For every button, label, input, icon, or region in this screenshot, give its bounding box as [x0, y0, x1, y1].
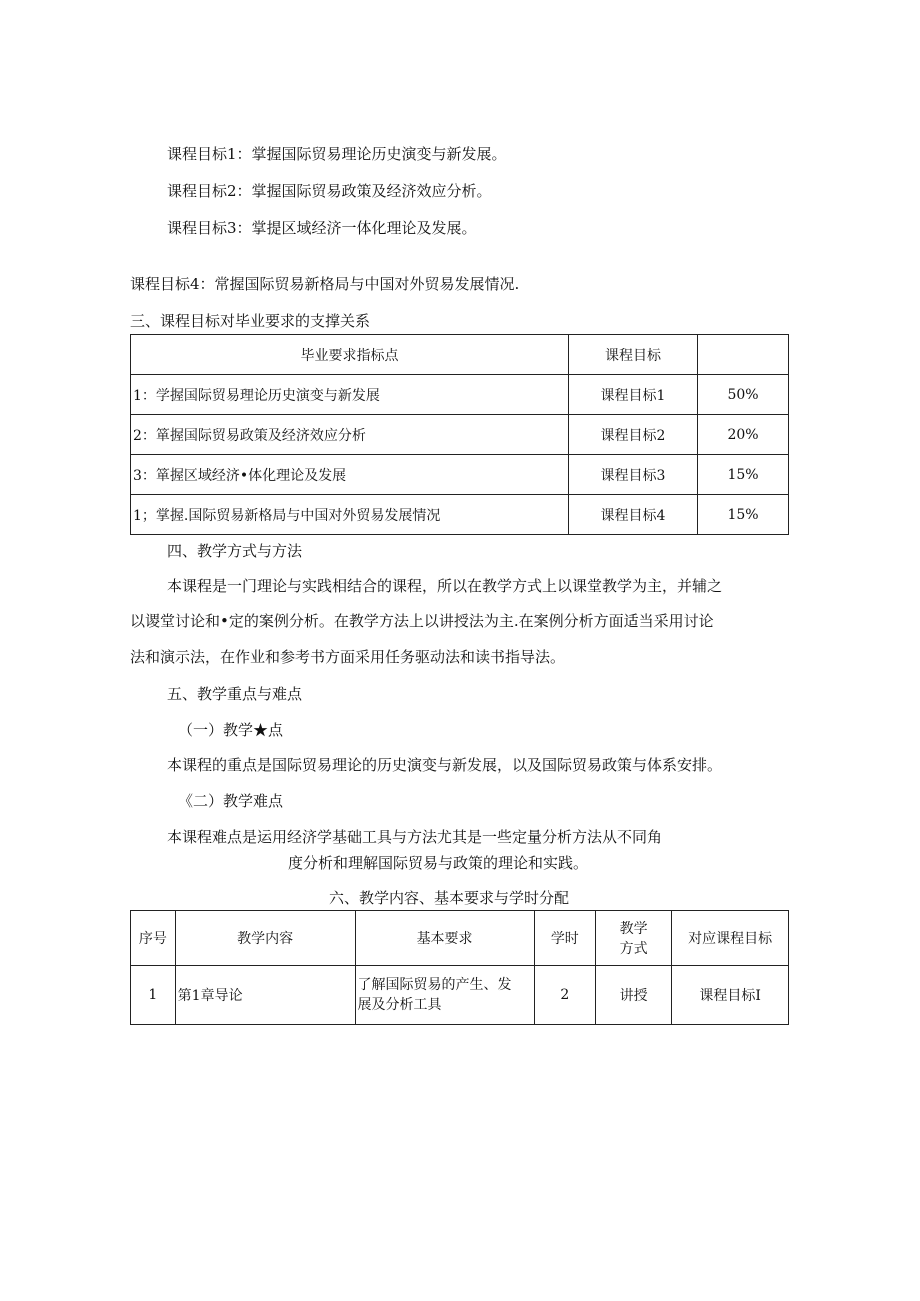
row-goal: 课程目标2: [569, 415, 698, 455]
content-table: [130, 910, 789, 1025]
table-row: [131, 455, 789, 495]
header-weight: [698, 335, 789, 375]
section3-title: 三、课程目标对毕业要求的支撑关系: [130, 312, 371, 330]
section5-sub1: （一）教学★点: [178, 721, 284, 739]
header-point: 毕业要求指标点: [131, 335, 569, 375]
row-weight: 15%: [698, 455, 789, 495]
goal-1: 课程目标1：掌握国际贸易理论历史演变与新发展。: [167, 145, 507, 163]
row-requirement-line-1: 了解国际贸易的产生、发: [357, 977, 512, 993]
row-point: 3：箪握区域经济•体化理论及发展: [131, 455, 569, 495]
row-point: 1；掌握.国际贸易新格局与中国对外贸易发展情况: [131, 495, 569, 535]
header-requirement: 基本要求: [355, 911, 534, 966]
goal-4: 课程目标4：常握国际贸易新格局与中国对外贸易发展情况.: [130, 275, 520, 293]
row-no: 1: [131, 966, 176, 1025]
section5-sub2: 《二）教学难点: [178, 792, 284, 810]
section5-title: 五、教学重点与难点: [167, 685, 303, 703]
header-method-line-2: 方式: [619, 941, 648, 957]
row-goal: 课程目标4: [569, 495, 698, 535]
header-target: 对应课程目标: [672, 911, 789, 966]
row-target: 课程目标I: [672, 966, 789, 1025]
section6-title: 六、教学内容、基本要求与学时分配: [329, 889, 570, 907]
header-content: 教学内容: [175, 911, 355, 966]
header-hours: 学时: [534, 911, 595, 966]
row-point: 1：学握国际贸易理论历史演变与新发展: [131, 375, 569, 415]
table-row: [131, 966, 789, 1025]
section4-para-line-2: 以谡堂讨论和•定的案例分析。在教学方法上以讲授法为主.在案例分析方面适当采用讨论: [130, 612, 714, 630]
goal-3: 课程目标3：掌提区域经济一体化理论及发展。: [167, 219, 477, 237]
row-point: 2：箪握国际贸易政策及经济效应分析: [131, 415, 569, 455]
support-table: [130, 334, 789, 535]
section5-para2-line-2: 度分析和理解国际贸易与政策的理论和实践。: [288, 854, 589, 872]
row-goal: 课程目标3: [569, 455, 698, 495]
table-row: [131, 495, 789, 535]
row-goal: 课程目标1: [569, 375, 698, 415]
table-header-row: [131, 335, 789, 375]
section4-para-line-3: 法和演示法，在作业和参考书方面采用任务驱动法和读书指导法。: [130, 648, 566, 666]
header-goal: 课程目标: [569, 335, 698, 375]
table-row: [131, 375, 789, 415]
row-weight: 50%: [698, 375, 789, 415]
table-header-row: [131, 911, 789, 966]
row-requirement-line-2: 展及分析工具: [357, 997, 442, 1013]
row-weight: 20%: [698, 415, 789, 455]
table-row: [131, 415, 789, 455]
section4-title: 四、教学方式与方法: [167, 542, 303, 560]
row-requirement: [355, 966, 534, 1025]
section5-para2-line-1: 本课程难点是运用经济学基础工具与方法尤其是一些定量分析方法从不同角: [167, 828, 663, 846]
header-method-line-1: 教学: [619, 921, 648, 937]
goal-2: 课程目标2：掌握国际贸易政策及经济效应分析。: [167, 182, 492, 200]
header-no: 序号: [131, 911, 176, 966]
row-method: 讲授: [596, 966, 672, 1025]
row-weight: 15%: [698, 495, 789, 535]
row-hours: 2: [534, 966, 595, 1025]
header-method: [596, 911, 672, 966]
row-content: 第1章导论: [175, 966, 355, 1025]
section4-para-line-1: 本课程是一门理论与实践相结合的课程，所以在教学方式上以课堂教学为主，并辅之: [167, 577, 723, 595]
section5-para1: 本课程的重点是国际贸易理论的历史演变与新发展，以及国际贸易政策与体系安排。: [167, 756, 723, 774]
